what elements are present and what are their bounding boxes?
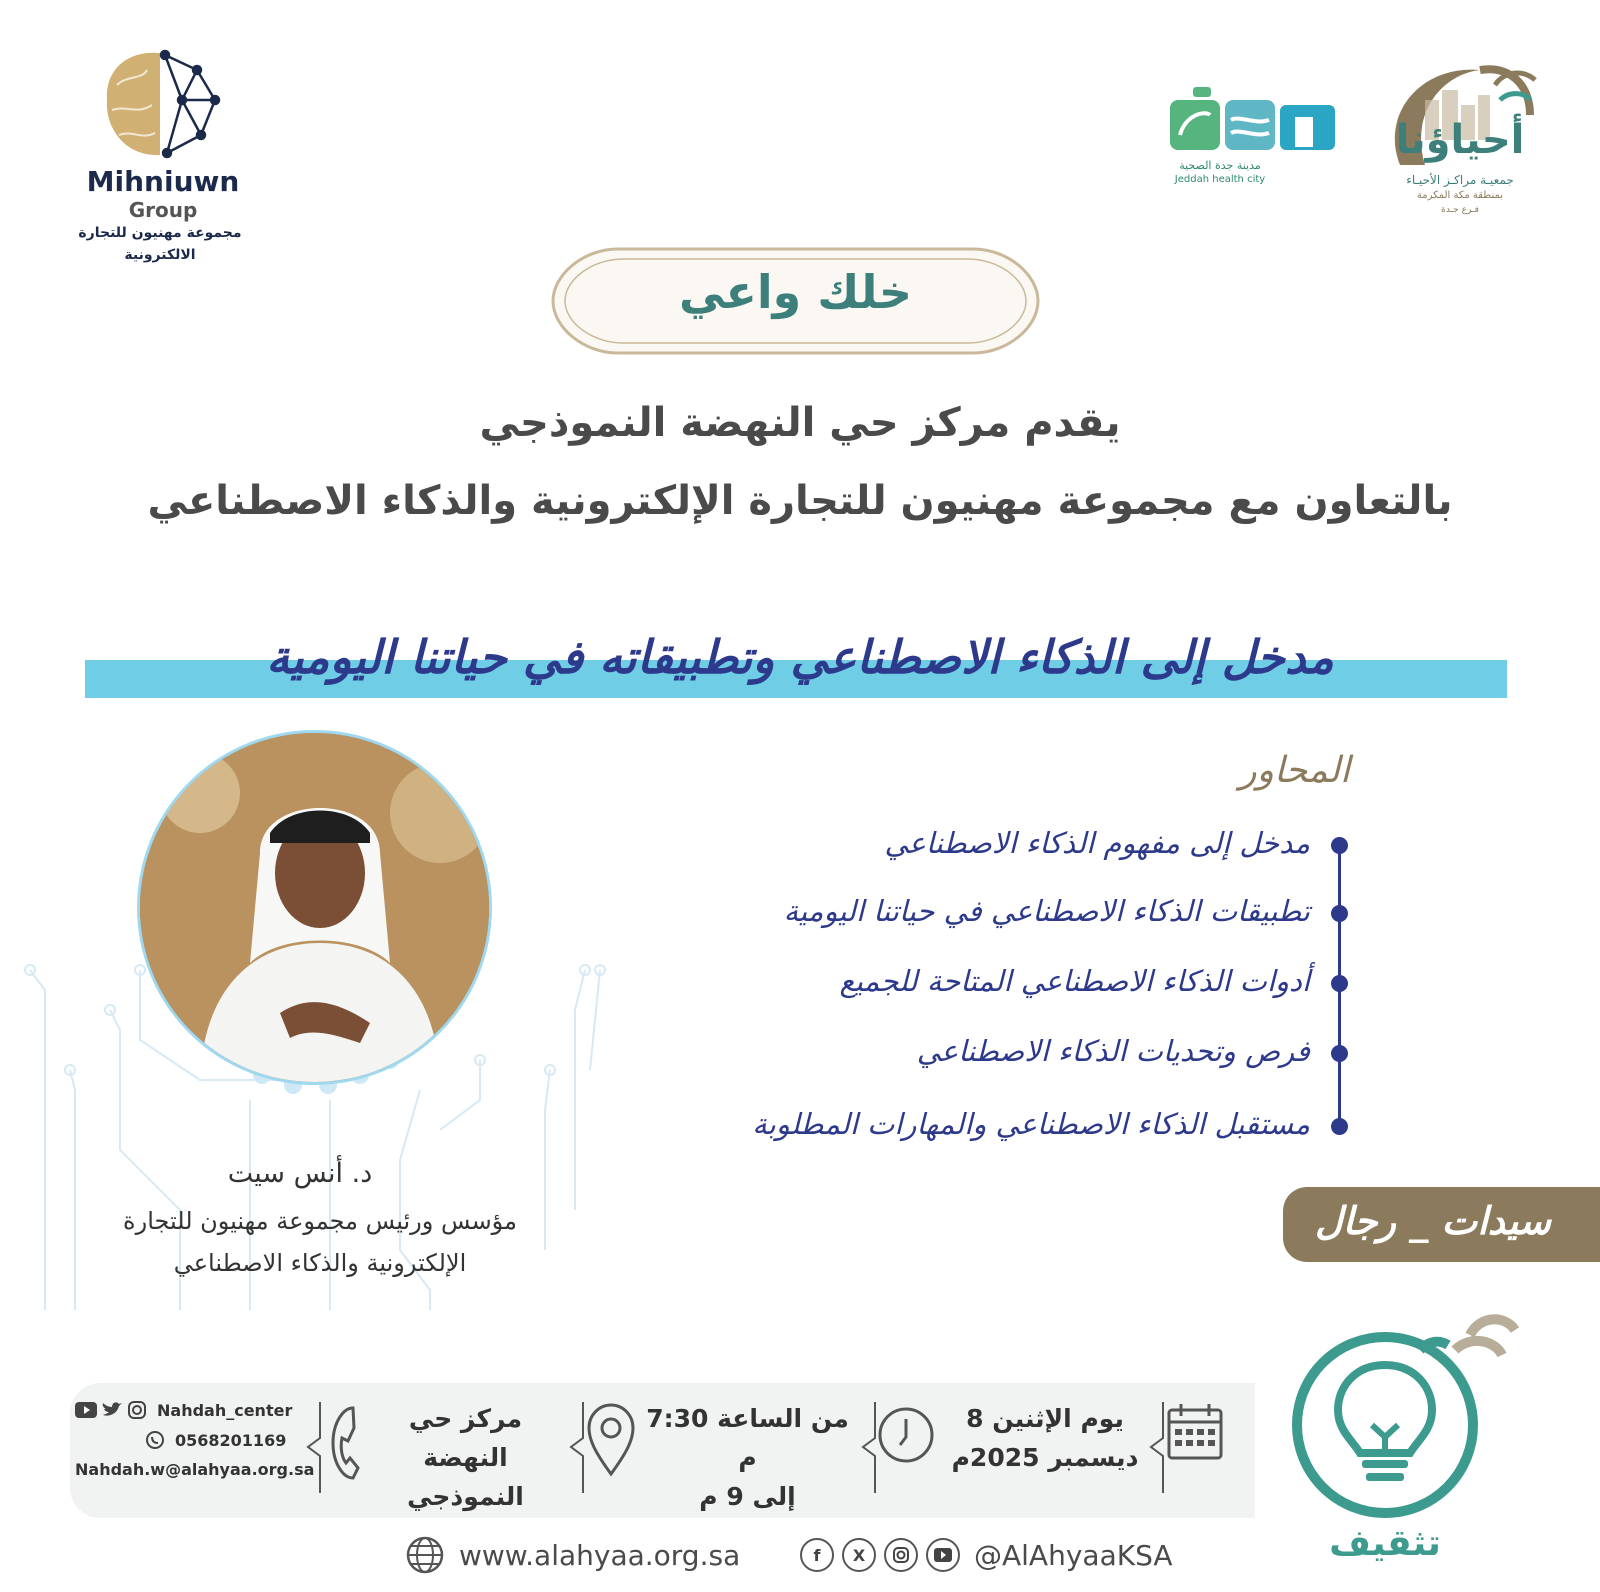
axis-bullet bbox=[1331, 975, 1348, 992]
axis-item: فرص وتحديات الذكاء الاصطناعي bbox=[916, 1034, 1310, 1068]
mihniuwn-name: Mihniuwn bbox=[86, 165, 240, 198]
axis-bullet bbox=[1331, 1118, 1348, 1135]
mihniuwn-group: Group bbox=[128, 198, 198, 222]
lightbulb-icon bbox=[1280, 1305, 1520, 1525]
footer-handle[interactable]: @AlAhyaaKSA bbox=[974, 1538, 1173, 1572]
contact-social-handle[interactable]: Nahdah_center bbox=[157, 1400, 293, 1420]
intro-line-1: يقدم مركز حي النهضة النموذجي bbox=[479, 400, 1121, 446]
axis-bullet bbox=[1331, 1045, 1348, 1062]
contact-block bbox=[75, 1398, 315, 1508]
phone-icon bbox=[318, 1403, 368, 1483]
ahyaa-logo-branch: فـرع جـدة bbox=[1441, 205, 1479, 215]
tathqeef-label: تثقيف bbox=[1329, 1523, 1441, 1564]
speaker-name: د. أنس سيت bbox=[227, 1158, 373, 1189]
facebook-icon[interactable]: f bbox=[800, 1538, 834, 1572]
event-time-line-2: إلى 9 م bbox=[699, 1481, 796, 1511]
separator-bracket bbox=[1148, 1400, 1166, 1495]
contact-phone[interactable]: 0568201169 bbox=[175, 1430, 287, 1450]
event-date bbox=[940, 1400, 1150, 1478]
axes-heading: المحاور bbox=[1239, 750, 1350, 791]
mihniuwn-arabic-line-1: مجموعة مهنيون للتجارة bbox=[78, 225, 242, 241]
audience-text: سيدات _ رجال bbox=[1314, 1199, 1552, 1243]
separator-bracket bbox=[305, 1400, 323, 1495]
instagram-icon[interactable] bbox=[884, 1538, 918, 1572]
whatsapp-icon[interactable] bbox=[145, 1430, 165, 1450]
event-time bbox=[640, 1400, 855, 1516]
event-title: مدخل إلى الذكاء الاصطناعي وتطبيقاته في حياتنا اليومية bbox=[266, 630, 1334, 684]
ahyaa-logo-name: أحياؤنا bbox=[1395, 117, 1525, 163]
tathqeef-logo bbox=[1280, 1305, 1520, 1575]
axis-bullet bbox=[1331, 837, 1348, 854]
axis-item: تطبيقات الذكاء الاصطناعي في حياتنا اليومية bbox=[783, 894, 1310, 928]
youtube-icon[interactable] bbox=[926, 1538, 960, 1572]
speaker-role bbox=[40, 1200, 600, 1284]
ahyaa-logo-region: بمنطقة مكة المكرمة bbox=[1416, 190, 1504, 201]
ahyaa-logo bbox=[1380, 55, 1545, 225]
axis-item: مدخل إلى مفهوم الذكاء الاصطناعي bbox=[884, 826, 1310, 860]
instagram-icon[interactable] bbox=[127, 1400, 147, 1420]
speaker-figure bbox=[140, 733, 492, 1085]
contact-email[interactable]: Nahdah.w@alahyaa.org.sa bbox=[75, 1460, 315, 1479]
contact-phone-row bbox=[145, 1430, 286, 1450]
axis-item: مستقبل الذكاء الاصطناعي والمهارات المطلوبة bbox=[752, 1107, 1310, 1141]
x-icon[interactable]: X bbox=[842, 1538, 876, 1572]
twitter-icon[interactable] bbox=[101, 1401, 123, 1419]
mihniuwn-arabic-line-2: الالكترونية bbox=[124, 247, 196, 264]
speaker-role-line-2: الإلكترونية والذكاء الاصطناعي bbox=[173, 1249, 467, 1277]
axis-item: أدوات الذكاء الاصطناعي المتاحة للجميع bbox=[839, 964, 1310, 998]
calendar-icon bbox=[1165, 1402, 1225, 1462]
event-time-line-1: من الساعة 7:30 م bbox=[646, 1404, 849, 1472]
event-date-line-1: يوم الإثنين 8 bbox=[966, 1404, 1124, 1433]
ahyaa-logo-subtitle: جمعيـة مراكـز الأحيـاء bbox=[1406, 173, 1514, 187]
speaker-role-line-1: مؤسس ورئيس مجموعة مهنيون للتجارة bbox=[123, 1207, 517, 1235]
badge-text: خلك واعي bbox=[678, 265, 913, 319]
mihniuwn-arabic bbox=[55, 222, 265, 267]
footer-website-url[interactable]: www.alahyaa.org.sa bbox=[459, 1538, 741, 1572]
event-date-line-2: ديسمبر 2025م bbox=[951, 1442, 1139, 1472]
speaker-photo bbox=[137, 730, 492, 1085]
footer-social bbox=[800, 1538, 1173, 1572]
youtube-icon[interactable] bbox=[75, 1402, 97, 1418]
jeddah-health-city-logo bbox=[1165, 85, 1350, 190]
jeddah-logo-arabic: مدينة جدة الصحية bbox=[1179, 159, 1261, 172]
location-pin-icon bbox=[585, 1402, 637, 1477]
event-place bbox=[368, 1400, 563, 1516]
globe-icon bbox=[405, 1535, 445, 1575]
mihniuwn-logo bbox=[55, 45, 265, 275]
contact-social-icons bbox=[75, 1400, 292, 1420]
brain-network-icon bbox=[97, 45, 227, 165]
jeddah-logo-english: Jeddah health city bbox=[1174, 174, 1266, 185]
clock-icon bbox=[876, 1405, 936, 1465]
intro-line-2: بالتعاون مع مجموعة مهنيون للتجارة الإلكترونية والذكاء الاصطناعي bbox=[147, 478, 1453, 524]
footer-website[interactable] bbox=[405, 1535, 740, 1575]
audience-pill bbox=[1283, 1187, 1600, 1262]
axis-bullet bbox=[1331, 905, 1348, 922]
event-place-line-2: النموذجي bbox=[407, 1481, 524, 1511]
separator-bracket bbox=[568, 1400, 586, 1495]
jeddah-logo-mark bbox=[1165, 85, 1345, 160]
event-place-line-1: مركز حي النهضة bbox=[408, 1404, 523, 1472]
